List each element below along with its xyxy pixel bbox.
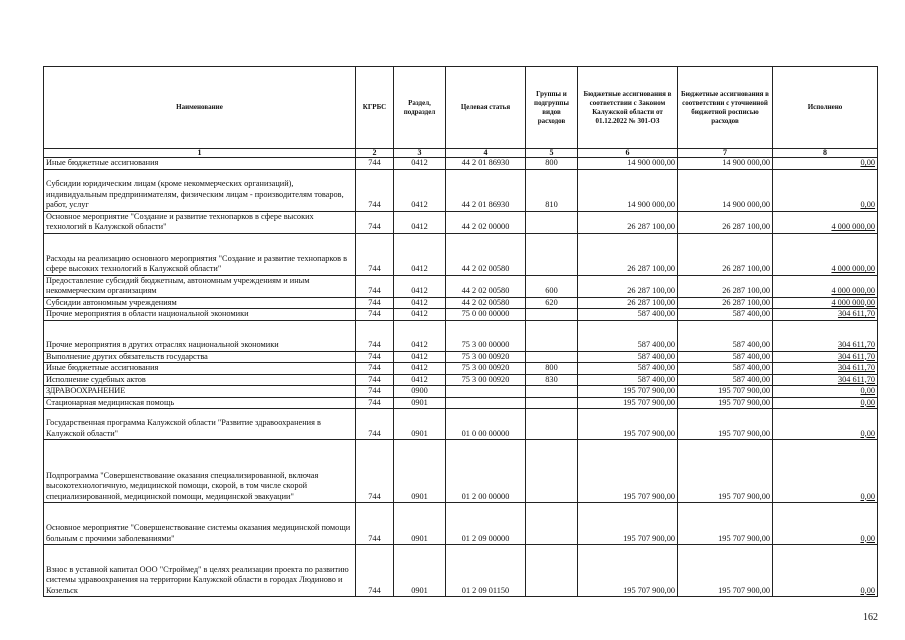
row-executed: 304 611,70 xyxy=(773,363,878,375)
col-header-kgrbs: КГРБС xyxy=(356,67,394,149)
table-row xyxy=(44,169,878,211)
row-executed: 0,00 xyxy=(773,158,878,170)
row-section: 0901 xyxy=(394,397,446,409)
row-target: 44 2 02 00000 xyxy=(446,211,526,233)
row-kgrbs: 744 xyxy=(356,409,394,440)
row-budget-law: 14 900 000,00 xyxy=(578,169,678,211)
row-budget-law: 195 707 900,00 xyxy=(578,386,678,398)
row-kgrbs: 744 xyxy=(356,275,394,297)
row-name: Стационарная медицинская помощь xyxy=(44,397,356,409)
row-group xyxy=(526,503,578,545)
row-budget-updated: 587 400,00 xyxy=(678,374,773,386)
row-group xyxy=(526,309,578,321)
row-target: 44 2 02 00580 xyxy=(446,275,526,297)
row-section: 0412 xyxy=(394,363,446,375)
row-budget-updated: 26 287 100,00 xyxy=(678,275,773,297)
row-target: 75 3 00 00920 xyxy=(446,374,526,386)
row-budget-updated: 14 900 000,00 xyxy=(678,158,773,170)
row-executed: 304 611,70 xyxy=(773,374,878,386)
table-row xyxy=(44,503,878,545)
row-name: Прочие мероприятия в других отраслях национальной экономики xyxy=(44,320,356,351)
table-row xyxy=(44,374,878,386)
row-executed: 304 611,70 xyxy=(773,351,878,363)
row-target: 01 0 00 00000 xyxy=(446,409,526,440)
row-group xyxy=(526,233,578,275)
row-executed: 0,00 xyxy=(773,503,878,545)
col-number: 5 xyxy=(526,149,578,158)
row-target: 75 3 00 00920 xyxy=(446,363,526,375)
row-kgrbs: 744 xyxy=(356,363,394,375)
row-budget-updated: 587 400,00 xyxy=(678,309,773,321)
row-group: 600 xyxy=(526,275,578,297)
row-name: Предоставление субсидий бюджетным, автономным учреждениям и иным некоммерческим организациям xyxy=(44,275,356,297)
row-budget-law: 195 707 900,00 xyxy=(578,545,678,597)
row-target xyxy=(446,397,526,409)
row-group xyxy=(526,409,578,440)
row-name: Субсидии автономным учреждениям xyxy=(44,297,356,309)
row-kgrbs: 744 xyxy=(356,397,394,409)
row-target: 75 0 00 00000 xyxy=(446,309,526,321)
row-budget-updated: 195 707 900,00 xyxy=(678,397,773,409)
table-row xyxy=(44,297,878,309)
row-target: 44 2 02 00580 xyxy=(446,233,526,275)
row-budget-law: 26 287 100,00 xyxy=(578,211,678,233)
row-section: 0412 xyxy=(394,169,446,211)
row-kgrbs: 744 xyxy=(356,211,394,233)
row-budget-law: 587 400,00 xyxy=(578,320,678,351)
row-group: 800 xyxy=(526,363,578,375)
row-target: 01 2 00 00000 xyxy=(446,440,526,503)
row-budget-updated: 587 400,00 xyxy=(678,351,773,363)
row-section: 0412 xyxy=(394,158,446,170)
col-number: 2 xyxy=(356,149,394,158)
row-budget-law: 195 707 900,00 xyxy=(578,503,678,545)
row-group xyxy=(526,386,578,398)
row-kgrbs: 744 xyxy=(356,386,394,398)
row-group: 830 xyxy=(526,374,578,386)
row-section: 0412 xyxy=(394,275,446,297)
row-executed: 0,00 xyxy=(773,545,878,597)
col-number: 4 xyxy=(446,149,526,158)
row-section: 0901 xyxy=(394,409,446,440)
table-row xyxy=(44,545,878,597)
row-name: Иные бюджетные ассигнования xyxy=(44,158,356,170)
row-executed: 0,00 xyxy=(773,397,878,409)
page-number: 162 xyxy=(863,612,878,623)
row-group: 800 xyxy=(526,158,578,170)
row-group xyxy=(526,397,578,409)
row-name: Взнос в уставной капитал ООО "Строймед" в целях реализации проекта по развитию системы здравоохранения на территории Калужской области в городах Людиново и Козельск xyxy=(44,545,356,597)
row-kgrbs: 744 xyxy=(356,169,394,211)
row-section: 0412 xyxy=(394,297,446,309)
row-section: 0901 xyxy=(394,503,446,545)
table-row xyxy=(44,363,878,375)
row-budget-law: 195 707 900,00 xyxy=(578,409,678,440)
row-name: Основное мероприятие "Создание и развитие технопарков в сфере высоких технологий в Калужской области" xyxy=(44,211,356,233)
row-budget-law: 26 287 100,00 xyxy=(578,275,678,297)
col-number: 8 xyxy=(773,149,878,158)
row-executed: 4 000 000,00 xyxy=(773,297,878,309)
table-row xyxy=(44,351,878,363)
col-header-section: Раздел, подраздел xyxy=(394,67,446,149)
table-row xyxy=(44,211,878,233)
table-row xyxy=(44,275,878,297)
row-budget-updated: 587 400,00 xyxy=(678,320,773,351)
table-row xyxy=(44,158,878,170)
col-header-groups: Группы и подгруппы видов расходов xyxy=(526,67,578,149)
row-executed: 0,00 xyxy=(773,409,878,440)
row-group: 620 xyxy=(526,297,578,309)
row-executed: 304 611,70 xyxy=(773,309,878,321)
row-target: 44 2 01 86930 xyxy=(446,158,526,170)
row-budget-law: 587 400,00 xyxy=(578,351,678,363)
row-kgrbs: 744 xyxy=(356,440,394,503)
row-executed: 0,00 xyxy=(773,440,878,503)
row-kgrbs: 744 xyxy=(356,545,394,597)
row-budget-law: 195 707 900,00 xyxy=(578,440,678,503)
header-row xyxy=(44,67,878,149)
row-executed: 304 611,70 xyxy=(773,320,878,351)
row-name: Исполнение судебных актов xyxy=(44,374,356,386)
row-name: Иные бюджетные ассигнования xyxy=(44,363,356,375)
row-target xyxy=(446,386,526,398)
row-name: Государственная программа Калужской области "Развитие здравоохранения в Калужской области" xyxy=(44,409,356,440)
row-budget-updated: 195 707 900,00 xyxy=(678,386,773,398)
column-number-row xyxy=(44,149,878,158)
row-executed: 4 000 000,00 xyxy=(773,211,878,233)
table-row xyxy=(44,440,878,503)
table-row xyxy=(44,397,878,409)
row-kgrbs: 744 xyxy=(356,297,394,309)
row-target: 44 2 02 00580 xyxy=(446,297,526,309)
row-budget-law: 195 707 900,00 xyxy=(578,397,678,409)
row-group xyxy=(526,211,578,233)
col-header-executed: Исполнено xyxy=(773,67,878,149)
row-kgrbs: 744 xyxy=(356,158,394,170)
row-group xyxy=(526,351,578,363)
row-group xyxy=(526,440,578,503)
row-kgrbs: 744 xyxy=(356,233,394,275)
row-budget-law: 14 900 000,00 xyxy=(578,158,678,170)
row-section: 0412 xyxy=(394,374,446,386)
table-row xyxy=(44,409,878,440)
row-budget-updated: 26 287 100,00 xyxy=(678,297,773,309)
row-budget-law: 26 287 100,00 xyxy=(578,297,678,309)
row-section: 0412 xyxy=(394,233,446,275)
row-section: 0901 xyxy=(394,440,446,503)
col-header-name: Наименование xyxy=(44,67,356,149)
col-header-budget-law: Бюджетные ассигнования в соответствии с Законом Калужской области от 01.12.2022 № 301-ОЗ xyxy=(578,67,678,149)
row-budget-updated: 195 707 900,00 xyxy=(678,503,773,545)
row-group: 810 xyxy=(526,169,578,211)
row-group xyxy=(526,320,578,351)
row-name: Выполнение других обязательств государства xyxy=(44,351,356,363)
col-number: 7 xyxy=(678,149,773,158)
row-budget-updated: 195 707 900,00 xyxy=(678,440,773,503)
row-kgrbs: 744 xyxy=(356,503,394,545)
row-name: Субсидии юридическим лицам (кроме некоммерческих организаций), индивидуальным предпринимателям, физическим лицам - производителям товаров, работ, услуг xyxy=(44,169,356,211)
row-kgrbs: 744 xyxy=(356,309,394,321)
row-target: 75 3 00 00000 xyxy=(446,320,526,351)
row-budget-law: 587 400,00 xyxy=(578,374,678,386)
row-kgrbs: 744 xyxy=(356,374,394,386)
row-name: Прочие мероприятия в области национальной экономики xyxy=(44,309,356,321)
table-row xyxy=(44,309,878,321)
row-budget-updated: 195 707 900,00 xyxy=(678,545,773,597)
row-budget-updated: 14 900 000,00 xyxy=(678,169,773,211)
row-section: 0901 xyxy=(394,545,446,597)
table-row xyxy=(44,320,878,351)
table-row xyxy=(44,386,878,398)
col-header-budget-updated: Бюджетные ассигнования в соответствии с уточненной бюджетной росписью расходов xyxy=(678,67,773,149)
row-budget-updated: 195 707 900,00 xyxy=(678,409,773,440)
table-body xyxy=(44,158,878,597)
row-name: Подпрограмма "Совершенствование оказания специализированной, включая высокотехнологичную, медицинской помощи, скорой, в том числе скорой специализированной, медицинской помощи, медицинской эвакуации" xyxy=(44,440,356,503)
row-executed: 0,00 xyxy=(773,386,878,398)
row-target: 75 3 00 00920 xyxy=(446,351,526,363)
row-target: 01 2 09 00000 xyxy=(446,503,526,545)
row-name: Основное мероприятие "Совершенствование системы оказания медицинской помощи больным с прочими заболеваниями" xyxy=(44,503,356,545)
budget-table xyxy=(43,66,878,597)
col-header-target: Целевая статья xyxy=(446,67,526,149)
row-budget-law: 587 400,00 xyxy=(578,363,678,375)
col-number: 6 xyxy=(578,149,678,158)
row-budget-law: 26 287 100,00 xyxy=(578,233,678,275)
row-name: ЗДРАВООХРАНЕНИЕ xyxy=(44,386,356,398)
col-number: 1 xyxy=(44,149,356,158)
row-section: 0412 xyxy=(394,211,446,233)
row-executed: 0,00 xyxy=(773,169,878,211)
row-target: 01 2 09 01150 xyxy=(446,545,526,597)
col-number: 3 xyxy=(394,149,446,158)
row-group xyxy=(526,545,578,597)
row-budget-updated: 26 287 100,00 xyxy=(678,233,773,275)
row-kgrbs: 744 xyxy=(356,351,394,363)
row-name: Расходы на реализацию основного мероприятия "Создание и развитие технопарков в сфере высоких технологий в Калужской области" xyxy=(44,233,356,275)
row-budget-updated: 587 400,00 xyxy=(678,363,773,375)
row-section: 0412 xyxy=(394,320,446,351)
row-executed: 4 000 000,00 xyxy=(773,275,878,297)
row-section: 0900 xyxy=(394,386,446,398)
row-budget-updated: 26 287 100,00 xyxy=(678,211,773,233)
budget-sheet xyxy=(43,66,877,597)
row-executed: 4 000 000,00 xyxy=(773,233,878,275)
row-kgrbs: 744 xyxy=(356,320,394,351)
row-budget-law: 587 400,00 xyxy=(578,309,678,321)
table-row xyxy=(44,233,878,275)
row-section: 0412 xyxy=(394,309,446,321)
row-section: 0412 xyxy=(394,351,446,363)
row-target: 44 2 01 86930 xyxy=(446,169,526,211)
